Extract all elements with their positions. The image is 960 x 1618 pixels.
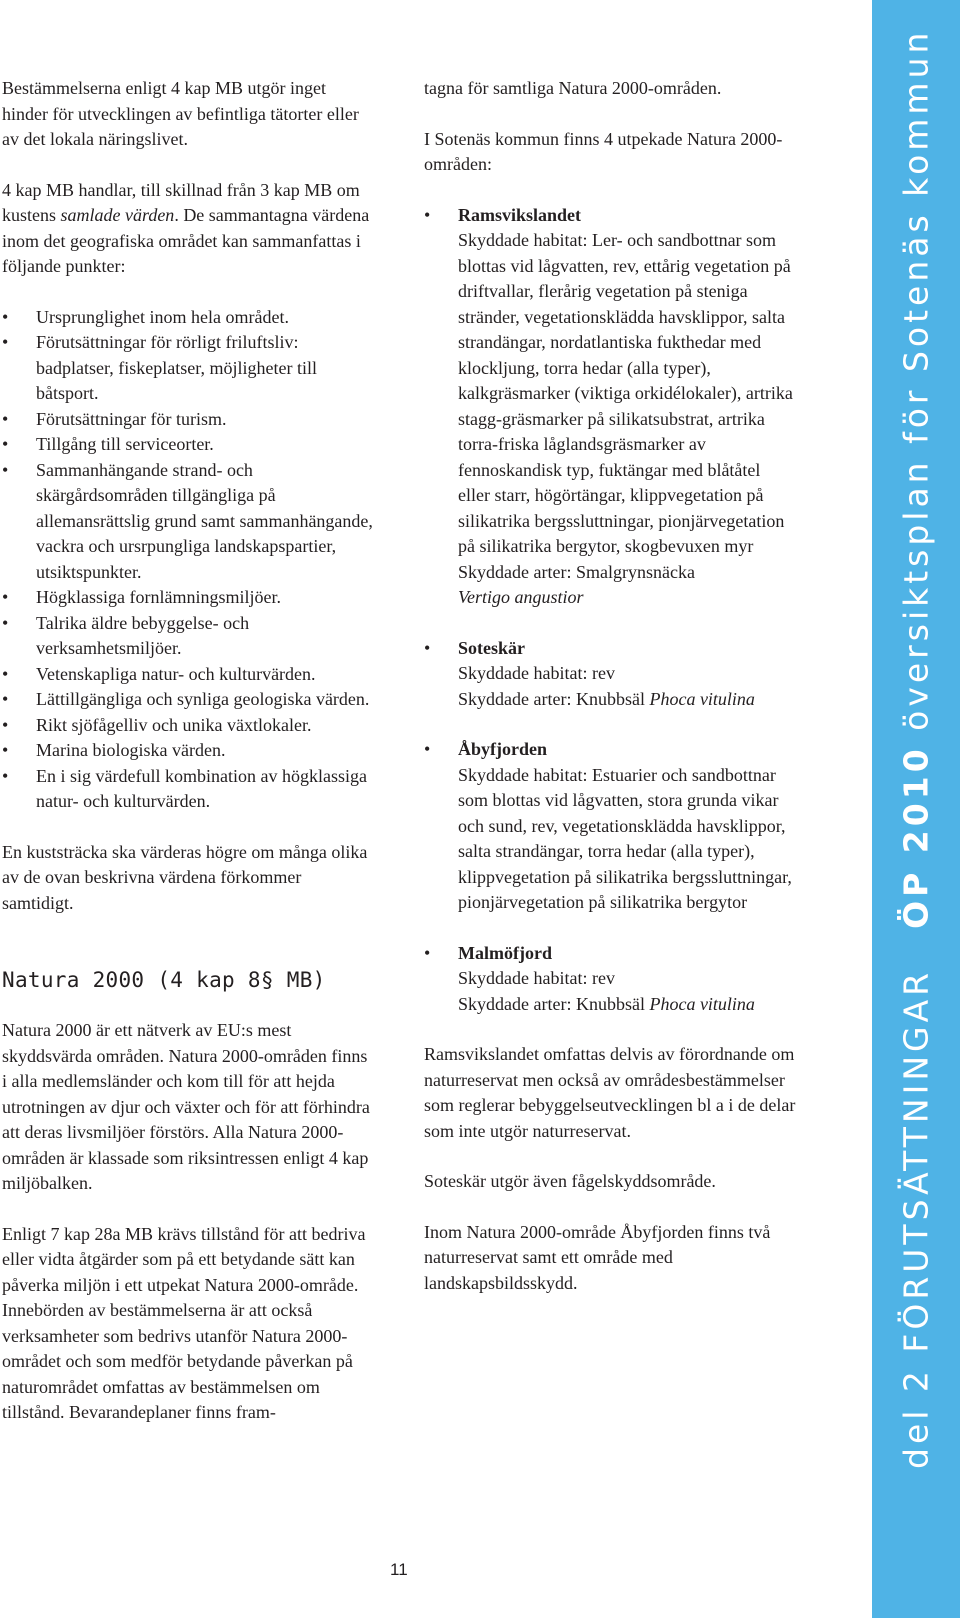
site-species-label: Skyddade arter: Knubbsäl bbox=[458, 688, 650, 709]
natura-site-soteskar bbox=[424, 636, 796, 713]
list-item: • Sammanhängande strand- och skärgårdsområden tillgängliga på allemansrättslig grund samt sammanhängande, vackra och ursrpungliga landskapspartier, utsiktspunkter. bbox=[2, 458, 374, 586]
site-habitat: Skyddade habitat: Estuarier och sandbottnar som blottas vid lågvatten, stora grunda vikar och sund, rev, vegetationsklädda havsklippor, salta strandängar, torra hedar (alla typer), klippvegetation på silikatrika bergssluttningar, pionjärvegetation på silikatrika bergytor bbox=[458, 764, 792, 912]
site-habitat: Skyddade habitat: rev bbox=[458, 968, 615, 988]
band-plan-label: ÖP 2010 bbox=[896, 745, 936, 929]
list-item: • Vetenskapliga natur- och kulturvärden. bbox=[2, 662, 374, 688]
natura-paragraph: Natura 2000 är ett nätverk av EU:s mest skyddsvärda områden. Natura 2000-områden finns i alla medlemsländer och kom till för att hejda utrotningen av djur och växter och för att förhindra att deras livsmiljöer förstörs. Alla Natura 2000-områden är klassade som riksintressen enligt 4 kap miljöbalken. bbox=[2, 1020, 370, 1193]
right-column bbox=[424, 76, 796, 1321]
intro-paragraph: Bestämmelserna enligt 4 kap MB utgör inget hinder för utvecklingen av befintliga tätorter eller av det lokala näringslivet. bbox=[2, 78, 359, 149]
site-species-latin: Vertigo angustior bbox=[458, 587, 584, 607]
list-item: • Marina biologiska värden. bbox=[2, 738, 374, 764]
soteskar-paragraph: Soteskär utgör även fågelskyddsområde. bbox=[424, 1171, 716, 1191]
values-intro-text-a: 4 kap MB handlar, till skillnad från 3 kap MB om kustens bbox=[2, 179, 360, 225]
site-name: • Åbyfjorden bbox=[458, 739, 547, 759]
natura-site-abyfjorden bbox=[424, 737, 796, 916]
values-intro-text-b: . De sammantagna värdena inom det geografiska området kan sammanfattas i följande punkter: bbox=[2, 205, 370, 276]
list-item: • En i sig värdefull kombination av högklassiga natur- och kulturvärden. bbox=[2, 764, 374, 815]
abyfjorden-paragraph: Inom Natura 2000-område Åbyfjorden finns två naturreservat samt ett område med landskapsbildsskydd. bbox=[424, 1221, 771, 1293]
site-species bbox=[458, 687, 796, 713]
ramsvik-paragraph: Ramsvikslandet omfattas delvis av förordnande om naturreservat men också av områdesbestämmelser som reglerar bebyggelseutvecklingen bl a i de delar som inte utgör naturreservat. bbox=[424, 1044, 796, 1141]
values-intro-emphasis: samlade värden bbox=[60, 205, 175, 225]
natura-sites-list bbox=[424, 203, 796, 1018]
band-part-label: del 2 FÖRUTSÄTTNINGAR bbox=[896, 968, 936, 1469]
list-item: • Talrika äldre bebyggelse- och verksamhetsmiljöer. bbox=[2, 611, 374, 662]
values-intro-paragraph bbox=[2, 178, 374, 280]
site-name: • Malmöfjord bbox=[458, 942, 552, 963]
band-plan-subtitle: översiktsplan för Sotenäs kommun bbox=[896, 28, 936, 731]
values-list bbox=[2, 305, 374, 815]
side-band-title bbox=[897, 0, 936, 1469]
coastline-paragraph: En kuststräcka ska värderas högre om många olika av de ovan beskrivna värdena förkommer samtidigt. bbox=[2, 841, 368, 913]
site-species-latin: Phoca vitulina bbox=[649, 993, 755, 1014]
list-item: • Förutsättningar för turism. bbox=[2, 407, 374, 433]
continuation-paragraph: tagna för samtliga Natura 2000-områden. bbox=[424, 78, 722, 98]
list-item: • Ursprunglighet inom hela området. bbox=[2, 305, 374, 331]
section-heading-natura: Natura 2000 (4 kap 8§ MB) bbox=[2, 968, 326, 992]
natura-site-malmofjord bbox=[424, 941, 796, 1018]
list-item: • Högklassiga fornlämningsmiljöer. bbox=[2, 585, 374, 611]
list-item: • Tillgång till serviceorter. bbox=[2, 432, 374, 458]
site-species bbox=[458, 992, 796, 1018]
list-item: • Rikt sjöfågelliv och unika växtlokaler. bbox=[2, 713, 374, 739]
left-column bbox=[2, 76, 374, 1451]
natura-site-ramsvikslandet bbox=[424, 203, 796, 611]
side-band bbox=[872, 0, 960, 1618]
list-item: • Förutsättningar för rörligt friluftsliv: badplatser, fiskeplatser, möjligheter till båtsport. bbox=[2, 330, 374, 407]
site-species-label: Skyddade arter: Knubbsäl bbox=[458, 993, 650, 1014]
sites-intro-paragraph: I Sotenäs kommun finns 4 utpekade Natura 2000-områden: bbox=[424, 128, 783, 174]
site-species-latin: Phoca vitulina bbox=[649, 688, 755, 709]
permit-paragraph: Enligt 7 kap 28a MB krävs tillstånd för att bedriva eller vidta åtgärder som på ett betydande sätt kan påverka miljön i ett utpekat Natura 2000-område. Innebörden av bestämmelserna är att också verksamheter som bedrivs utanför Natura 2000-området och som medför betydande påverkan på naturområdet omfattas av bestämmelsen om tillstånd. Bevarandeplaner finns fram- bbox=[2, 1223, 366, 1422]
site-name: • Ramsvikslandet bbox=[458, 204, 582, 225]
site-habitat: Skyddade habitat: Ler- och sandbottnar som blottas vid lågvatten, rev, ettårig vegetation på driftvallar, flerårig vegetation på steniga stränder, vegetationsklädda havsklippor, salta strandängar, nordatlantiska fukthedar med klockljung, torra hedar (alla typer), kalkgräsmarker (viktiga orkidélokaler), artrika stagg-gräsmarker på silikatsubstrat, artrika torra-friska låglandsgräsmarker av fennoskandisk typ, fuktängar med blåtåtel eller starr, högörtängar, klippvegetation på silikatrika bergssluttningar, pionjärvegetation på silikatrika bergytor, skogbevuxen myr bbox=[458, 230, 793, 556]
page-number: 11 bbox=[390, 1560, 408, 1579]
site-species: Skyddade arter: Smalgrynsnäcka bbox=[458, 561, 695, 582]
site-name: • Soteskär bbox=[458, 637, 525, 658]
site-habitat: Skyddade habitat: rev bbox=[458, 663, 615, 683]
list-item: • Lättillgängliga och synliga geologiska värden. bbox=[2, 687, 374, 713]
